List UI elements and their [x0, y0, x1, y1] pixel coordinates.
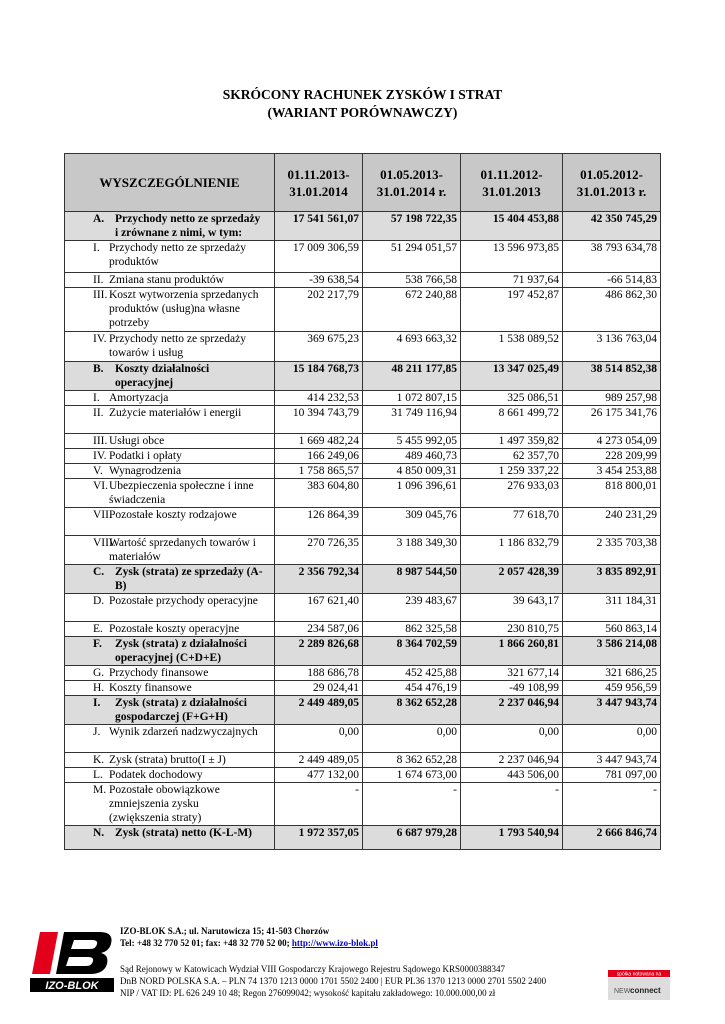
row-label-cell: [65, 391, 275, 406]
row-code: A.: [93, 213, 105, 225]
row-value-period-1: 383 604,80: [275, 479, 363, 508]
row-value-period-2: 1 674 673,00: [363, 768, 461, 783]
row-value-period-2: 8 987 544,50: [363, 565, 461, 594]
table-row: [65, 273, 661, 288]
logo-b-shape: [56, 932, 112, 974]
row-code: D.: [93, 595, 105, 607]
row-value-period-2: 454 476,19: [363, 681, 461, 696]
row-label: Zysk (strata) z działalności gospodarczej (F+G+H): [115, 697, 247, 723]
row-code: III.: [93, 435, 108, 447]
footer-bank: DnB NORD POLSKA S.A. – PLN 74 1370 1213 0000 1701 5502 2400 | EUR PL36 1370 1213 0000 2701 5502 2400: [120, 976, 547, 986]
row-value-period-4: 560 863,14: [563, 622, 661, 637]
row-code: C.: [93, 566, 105, 578]
row-value-period-3: 0,00: [461, 725, 563, 753]
row-value-period-3: 321 677,14: [461, 666, 563, 681]
table-row: [65, 637, 661, 666]
row-value-period-1: -39 638,54: [275, 273, 363, 288]
row-value-period-3: 1 259 337,22: [461, 464, 563, 479]
row-label: Koszty działalności operacyjnej: [115, 363, 210, 389]
table-row: [65, 681, 661, 696]
row-value-period-3: 2 057 428,39: [461, 565, 563, 594]
row-value-period-4: 781 097,00: [563, 768, 661, 783]
footer: [120, 925, 600, 999]
row-label-cell: [65, 768, 275, 783]
row-label-cell: [65, 332, 275, 362]
report-title: [0, 86, 725, 122]
row-value-period-2: 309 045,76: [363, 508, 461, 536]
table-header-row: [65, 154, 661, 212]
row-value-period-4: 3 136 763,04: [563, 332, 661, 362]
income-statement-table: [64, 153, 661, 850]
row-code: F.: [93, 638, 102, 650]
row-value-period-2: 5 455 992,05: [363, 434, 461, 449]
row-label: Wynik zdarzeń nadzwyczajnych: [109, 726, 258, 738]
row-value-period-4: 321 686,25: [563, 666, 661, 681]
newconnect-brand-connect: connect: [630, 986, 661, 995]
row-value-period-3: 13 347 025,49: [461, 362, 563, 391]
row-code: IV.: [93, 333, 107, 345]
table-row: [65, 725, 661, 753]
title-line-1: SKRÓCONY RACHUNEK ZYSKÓW I STRAT: [222, 87, 503, 102]
row-value-period-3: 325 086,51: [461, 391, 563, 406]
row-value-period-1: 0,00: [275, 725, 363, 753]
row-value-period-2: 0,00: [363, 725, 461, 753]
row-label: Zysk (strata) ze sprzedaży (A-B): [115, 566, 263, 592]
row-value-period-2: 8 362 652,28: [363, 753, 461, 768]
table-row: [65, 508, 661, 536]
row-value-period-1: 2 289 826,68: [275, 637, 363, 666]
row-label-cell: [65, 753, 275, 768]
row-value-period-4: 42 350 745,29: [563, 212, 661, 241]
row-value-period-2: 51 294 051,57: [363, 241, 461, 273]
row-value-period-4: 459 956,59: [563, 681, 661, 696]
newconnect-top-text: spółka notowana na: [616, 971, 662, 978]
row-code: I.: [93, 697, 101, 709]
row-value-period-4: 486 862,30: [563, 288, 661, 332]
row-label: Przychody netto ze sprzedaży towarów i usług: [109, 333, 246, 359]
row-value-period-2: 8 364 702,59: [363, 637, 461, 666]
row-value-period-1: 166 249,06: [275, 449, 363, 464]
row-label: Zysk (strata) z działalności operacyjnej (C+D+E): [115, 638, 247, 664]
table-row: [65, 768, 661, 783]
row-label: Przychody finansowe: [109, 667, 209, 679]
row-value-period-3: 1 793 540,94: [461, 826, 563, 850]
header-period-3: 01.11.2012- 31.01.2013: [461, 154, 563, 212]
table-row: [65, 406, 661, 434]
row-label: Przychody netto ze sprzedaży produktów: [109, 242, 246, 268]
row-label: Koszt wytworzenia sprzedanych produktów (usług)na własne potrzeby: [109, 289, 259, 329]
table-row: [65, 594, 661, 622]
row-label-cell: [65, 565, 275, 594]
row-label: Zmiana stanu produktów: [109, 274, 224, 286]
row-label: Podatki i opłaty: [109, 450, 182, 462]
row-label: Usługi obce: [109, 435, 165, 447]
row-value-period-1: 369 675,23: [275, 332, 363, 362]
table-row: [65, 826, 661, 850]
row-value-period-3: 8 661 499,72: [461, 406, 563, 434]
table-row: [65, 565, 661, 594]
row-value-period-4: 38 793 634,78: [563, 241, 661, 273]
row-value-period-4: -: [563, 783, 661, 826]
header-period-1: 01.11.2013- 31.01.2014: [275, 154, 363, 212]
row-label-cell: [65, 241, 275, 273]
row-value-period-3: 1 866 260,81: [461, 637, 563, 666]
footer-url-link[interactable]: http://www.izo-blok.pl: [291, 938, 378, 948]
row-label-cell: [65, 508, 275, 536]
row-value-period-2: 48 211 177,85: [363, 362, 461, 391]
table-row: [65, 391, 661, 406]
row-value-period-1: 2 449 489,05: [275, 753, 363, 768]
footer-company: IZO-BLOK S.A.; ul. Narutowicza 15; 41-503 Chorzów: [120, 926, 330, 936]
row-code: II.: [93, 407, 104, 419]
newconnect-brand-new: NEW: [614, 988, 631, 995]
row-value-period-2: -: [363, 783, 461, 826]
row-value-period-1: 202 217,79: [275, 288, 363, 332]
table-row: [65, 288, 661, 332]
row-value-period-1: 1 972 357,05: [275, 826, 363, 850]
row-label: Przychody netto ze sprzedaży i zrównane z nimi, w tym:: [115, 213, 261, 239]
row-label: Zysk (strata) brutto(I ± J): [109, 754, 226, 766]
row-value-period-3: 1 497 359,82: [461, 434, 563, 449]
row-code: VI.: [93, 480, 109, 492]
table-row: [65, 696, 661, 725]
table-row: [65, 783, 661, 826]
row-code: J.: [93, 726, 101, 738]
row-code: II.: [93, 274, 104, 286]
row-label: Wartość sprzedanych towarów i materiałów: [109, 537, 256, 563]
table-row: [65, 479, 661, 508]
row-label-cell: [65, 725, 275, 753]
row-code: I.: [93, 242, 100, 254]
row-value-period-2: 3 188 349,30: [363, 536, 461, 565]
row-value-period-2: 1 096 396,61: [363, 479, 461, 508]
row-value-period-2: 452 425,88: [363, 666, 461, 681]
row-code: IV.: [93, 450, 107, 462]
row-value-period-4: 3 586 214,08: [563, 637, 661, 666]
row-value-period-3: 71 937,64: [461, 273, 563, 288]
row-value-period-3: 2 237 046,94: [461, 696, 563, 725]
row-label: Amortyzacja: [109, 392, 169, 404]
row-value-period-4: 3 835 892,91: [563, 565, 661, 594]
logo-i-shape: [32, 932, 58, 974]
row-code: L.: [93, 769, 103, 781]
row-value-period-4: 3 447 943,74: [563, 753, 661, 768]
row-code: E.: [93, 623, 103, 635]
table-row: [65, 362, 661, 391]
row-value-period-1: 477 132,00: [275, 768, 363, 783]
row-value-period-2: 4 850 009,31: [363, 464, 461, 479]
table-row: [65, 332, 661, 362]
row-code: N.: [93, 827, 105, 839]
row-code: G.: [93, 667, 105, 679]
row-label: Pozostałe przychody operacyjne: [109, 595, 258, 607]
row-value-period-1: 2 449 489,05: [275, 696, 363, 725]
header-description: WYSZCZEGÓLNIENIE: [65, 154, 275, 212]
row-value-period-4: -66 514,83: [563, 273, 661, 288]
row-value-period-4: 26 175 341,76: [563, 406, 661, 434]
row-label-cell: [65, 594, 275, 622]
table-row: [65, 464, 661, 479]
row-value-period-2: 57 198 722,35: [363, 212, 461, 241]
row-code: M.: [93, 784, 107, 796]
row-value-period-3: 2 237 046,94: [461, 753, 563, 768]
newconnect-badge: [608, 970, 670, 1000]
table-row: [65, 753, 661, 768]
row-value-period-3: 197 452,87: [461, 288, 563, 332]
row-value-period-2: 31 749 116,94: [363, 406, 461, 434]
row-value-period-4: 38 514 852,38: [563, 362, 661, 391]
table-row: [65, 212, 661, 241]
row-label-cell: [65, 637, 275, 666]
row-value-period-4: 228 209,99: [563, 449, 661, 464]
row-value-period-4: 989 257,98: [563, 391, 661, 406]
table-row: [65, 241, 661, 273]
row-value-period-4: 311 184,31: [563, 594, 661, 622]
row-label: Wynagrodzenia: [109, 465, 182, 477]
row-value-period-1: 234 587,06: [275, 622, 363, 637]
row-label: Pozostałe obowiązkowe zmniejszenia zysku (zwiększenia straty): [109, 784, 220, 824]
row-value-period-4: 240 231,29: [563, 508, 661, 536]
footer-ids: NIP / VAT ID: PL 626 249 10 48; Regon 276099042; wysokość kapitału zakładowego: 10.000.000,00 zł: [120, 988, 496, 998]
row-value-period-1: 2 356 792,34: [275, 565, 363, 594]
row-label: Ubezpieczenia społeczne i inne świadczenia: [109, 480, 254, 506]
row-value-period-4: 2 335 703,38: [563, 536, 661, 565]
row-label: Koszty finansowe: [109, 682, 192, 694]
row-label-cell: [65, 681, 275, 696]
row-value-period-3: 1 186 832,79: [461, 536, 563, 565]
row-value-period-3: 443 506,00: [461, 768, 563, 783]
table-row: [65, 666, 661, 681]
row-value-period-3: 230 810,75: [461, 622, 563, 637]
row-value-period-1: 10 394 743,79: [275, 406, 363, 434]
row-code: B.: [93, 363, 104, 375]
title-line-2: (WARIANT PORÓWNAWCZY): [267, 105, 458, 120]
table-row: [65, 434, 661, 449]
row-value-period-4: 2 666 846,74: [563, 826, 661, 850]
row-label-cell: [65, 826, 275, 850]
row-value-period-1: 17 009 306,59: [275, 241, 363, 273]
row-value-period-3: 15 404 453,88: [461, 212, 563, 241]
row-value-period-2: 672 240,88: [363, 288, 461, 332]
row-value-period-2: 239 483,67: [363, 594, 461, 622]
row-value-period-1: 1 669 482,24: [275, 434, 363, 449]
footer-court: Sąd Rejonowy w Katowicach Wydział VIII Gospodarczy Krajowego Rejestru Sądowego KRS0000388347: [120, 964, 506, 974]
row-label-cell: [65, 212, 275, 241]
row-label-cell: [65, 666, 275, 681]
table-row: [65, 622, 661, 637]
table-row: [65, 449, 661, 464]
footer-contact: Tel: +48 32 770 52 01; fax: +48 32 770 52 00;: [120, 938, 292, 948]
row-value-period-2: 6 687 979,28: [363, 826, 461, 850]
row-label-cell: [65, 288, 275, 332]
row-value-period-3: 13 596 973,85: [461, 241, 563, 273]
row-label: Pozostałe koszty rodzajowe: [109, 509, 237, 521]
row-label-cell: [65, 406, 275, 434]
row-value-period-1: -: [275, 783, 363, 826]
row-value-period-1: 188 686,78: [275, 666, 363, 681]
row-code: V.: [93, 465, 103, 477]
row-label: Pozostałe koszty operacyjne: [109, 623, 240, 635]
row-value-period-3: 1 538 089,52: [461, 332, 563, 362]
row-value-period-3: 77 618,70: [461, 508, 563, 536]
row-label: Zużycie materiałów i energii: [109, 407, 242, 419]
row-value-period-4: 818 800,01: [563, 479, 661, 508]
row-value-period-2: 538 766,58: [363, 273, 461, 288]
row-value-period-3: -: [461, 783, 563, 826]
row-value-period-3: 62 357,70: [461, 449, 563, 464]
row-value-period-1: 15 184 768,73: [275, 362, 363, 391]
header-period-4: 01.05.2012- 31.01.2013 r.: [563, 154, 661, 212]
row-code: VII.: [93, 509, 112, 521]
row-value-period-4: 0,00: [563, 725, 661, 753]
row-label-cell: [65, 273, 275, 288]
row-value-period-1: 1 758 865,57: [275, 464, 363, 479]
row-label-cell: [65, 449, 275, 464]
row-value-period-2: 8 362 652,28: [363, 696, 461, 725]
izo-blok-logo: [28, 930, 116, 994]
row-value-period-2: 489 460,73: [363, 449, 461, 464]
row-value-period-3: -49 108,99: [461, 681, 563, 696]
row-value-period-3: 39 643,17: [461, 594, 563, 622]
row-label: Podatek dochodowy: [109, 769, 203, 781]
row-code: III.: [93, 289, 108, 301]
row-label-cell: [65, 434, 275, 449]
row-code: VIII.: [93, 537, 116, 549]
table-row: [65, 536, 661, 565]
row-label: Zysk (strata) netto (K-L-M): [115, 827, 253, 839]
row-label-cell: [65, 464, 275, 479]
row-value-period-2: 1 072 807,15: [363, 391, 461, 406]
row-label-cell: [65, 783, 275, 826]
logo-text: IZO-BLOK: [45, 980, 99, 992]
row-value-period-1: 270 726,35: [275, 536, 363, 565]
row-value-period-3: 276 933,03: [461, 479, 563, 508]
row-label-cell: [65, 536, 275, 565]
row-value-period-4: 3 447 943,74: [563, 696, 661, 725]
row-label-cell: [65, 362, 275, 391]
row-value-period-2: 4 693 663,32: [363, 332, 461, 362]
row-value-period-4: 3 454 253,88: [563, 464, 661, 479]
row-code: H.: [93, 682, 105, 694]
row-value-period-1: 167 621,40: [275, 594, 363, 622]
header-period-2: 01.05.2013- 31.01.2014 r.: [363, 154, 461, 212]
row-value-period-1: 29 024,41: [275, 681, 363, 696]
row-label-cell: [65, 479, 275, 508]
row-value-period-1: 126 864,39: [275, 508, 363, 536]
row-value-period-4: 4 273 054,09: [563, 434, 661, 449]
row-label-cell: [65, 696, 275, 725]
row-value-period-1: 414 232,53: [275, 391, 363, 406]
row-value-period-1: 17 541 561,07: [275, 212, 363, 241]
row-label-cell: [65, 622, 275, 637]
footer-contact-line: [120, 937, 600, 949]
row-code: I.: [93, 392, 100, 404]
row-code: K.: [93, 754, 105, 766]
row-value-period-2: 862 325,58: [363, 622, 461, 637]
